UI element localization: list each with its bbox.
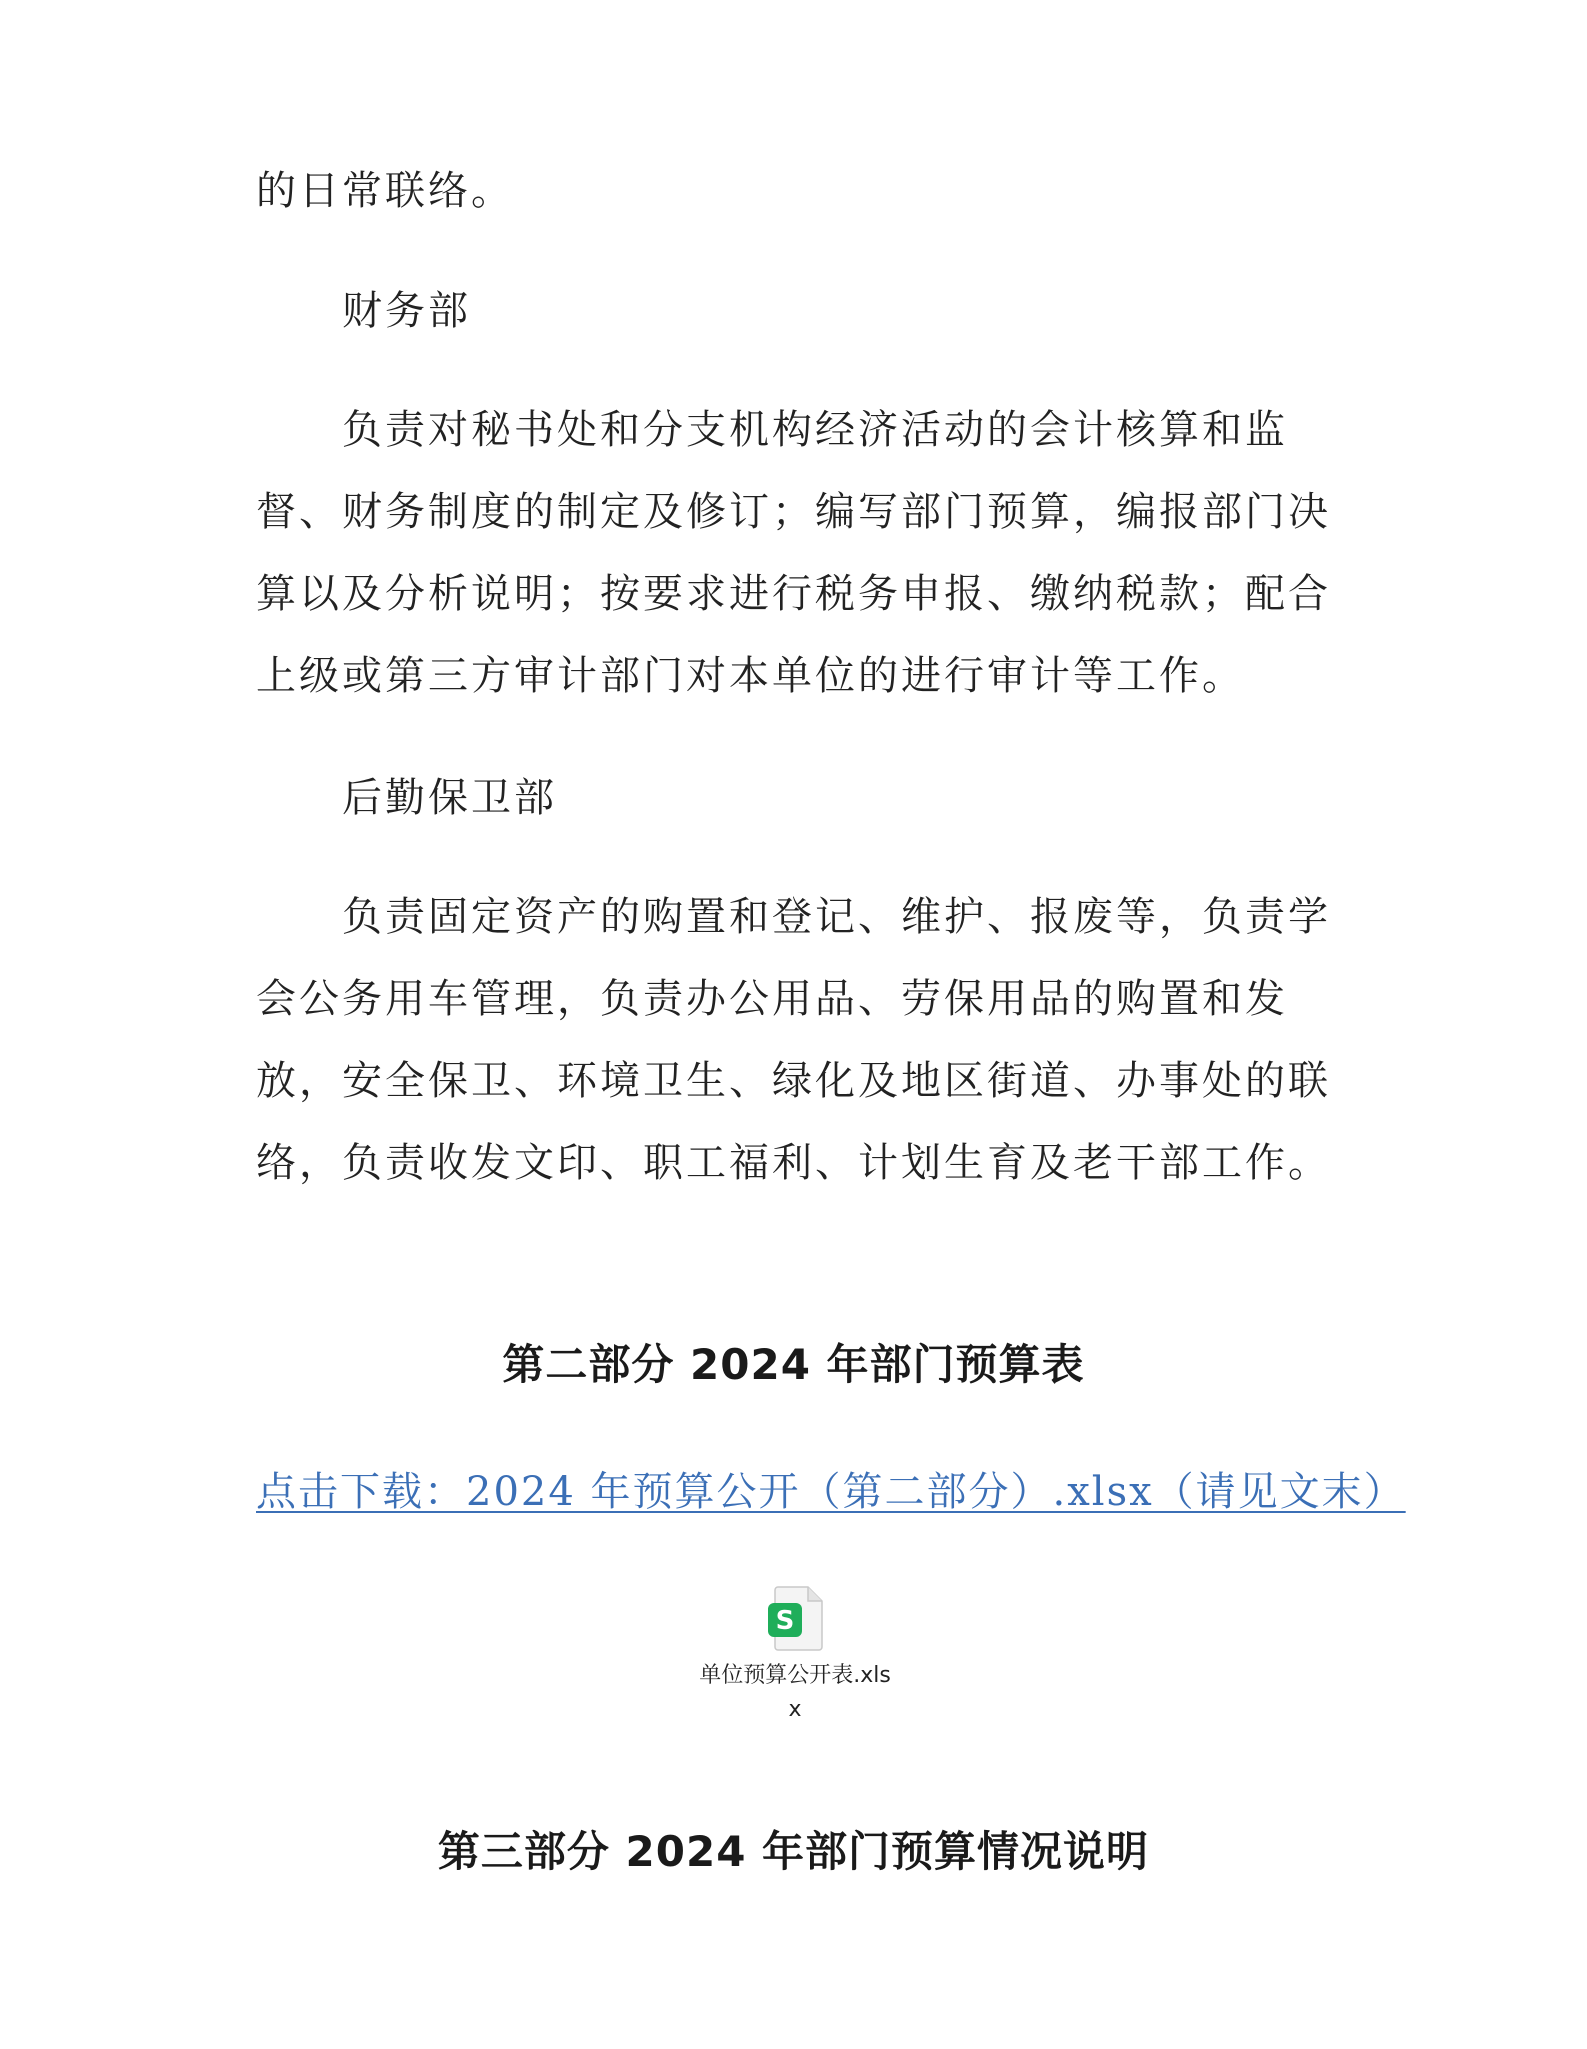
finance-department-paragraph: 负责对秘书处和分支机构经济活动的会计核算和监督、财务制度的制定及修订；编写部门预算，编报部门决算以及分析说明；按要求进行税务申报、缴纳税款；配合上级或第三方审计部门对本单位的进行审计等工作。	[256, 407, 1331, 699]
logistics-department-heading: 后勤保卫部	[342, 775, 557, 821]
download-budget-link[interactable]: 点击下载：2024 年预算公开（第二部分）.xlsx（请见文末）	[256, 1469, 1406, 1515]
spreadsheet-icon-letter: S	[775, 1606, 795, 1636]
finance-department-heading: 财务部	[342, 288, 471, 334]
attachment-file[interactable]	[690, 1585, 900, 1727]
section-two-title: 第二部分 2024 年部门预算表	[502, 1340, 1085, 1389]
spreadsheet-file-icon	[766, 1585, 824, 1651]
section-three-title: 第三部分 2024 年部门预算情况说明	[437, 1827, 1150, 1876]
intro-tail-paragraph: 的日常联络。	[256, 168, 514, 214]
logistics-department-paragraph: 负责固定资产的购置和登记、维护、报废等，负责学会公务用车管理，负责办公用品、劳保用品的购置和发放，安全保卫、环境卫生、绿化及地区街道、办事处的联络，负责收发文印、职工福利、计划生育及老干部工作。	[256, 894, 1331, 1186]
attachment-file-name: 单位预算公开表.xlsx	[699, 1663, 891, 1722]
